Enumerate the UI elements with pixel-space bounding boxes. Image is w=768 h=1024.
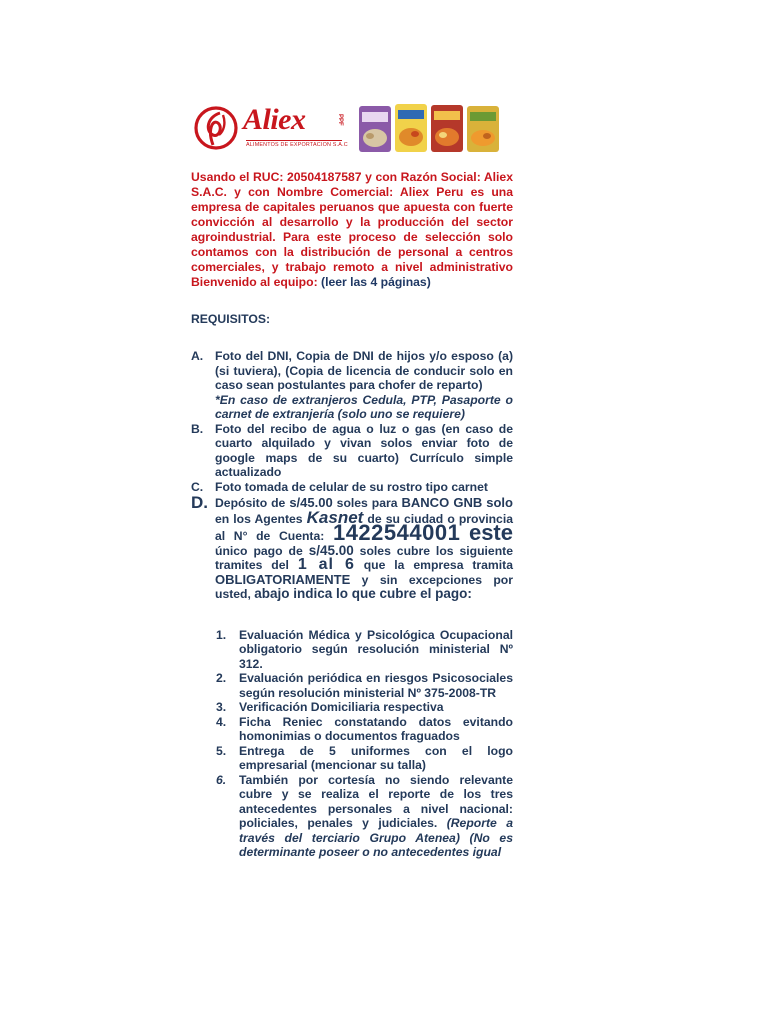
requirement-item-b — [191, 422, 513, 480]
service-item — [191, 773, 513, 860]
requirement-marker: B. — [191, 421, 204, 436]
deposit-text: que la empresa tramita — [354, 558, 513, 572]
product-pack-3 — [431, 105, 463, 152]
deposit-text: en los Agentes — [215, 511, 307, 526]
deposit-text — [460, 529, 469, 543]
account-number: 1422544001 — [332, 520, 461, 545]
deposit-text: y sin excepciones por usted, — [215, 572, 513, 601]
requirement-text: Foto del recibo de agua o luz o gas (en caso de cuarto alquilado y vivan solos enviar foto de google maps de su cuarto) Currículo simple actualizado — [215, 421, 513, 479]
deposit-amount-2: s/45.00 — [308, 542, 354, 558]
service-number: 6. — [216, 772, 227, 787]
leaf-emblem-icon — [193, 105, 239, 151]
intro-note: (leer las 4 páginas) — [321, 275, 431, 289]
requirement-marker: D. — [191, 493, 208, 512]
header-banner — [191, 100, 513, 158]
service-text: Ficha Reniec constatando datos evitando homonimias o documentos fraguados — [239, 714, 513, 743]
service-text: Verificación Domiciliaria respectiva — [239, 700, 444, 714]
deposit-amount: s/45.00 — [289, 495, 333, 510]
deposit-solo: solo — [486, 495, 513, 510]
requirement-note: *En caso de extranjeros Cedula, PTP, Pasaporte o carnet de extranjería (solo uno se requiere) — [215, 392, 513, 421]
service-number: 1. — [216, 627, 227, 642]
requirement-marker: A. — [191, 349, 204, 363]
deposit-text: soles para — [332, 496, 402, 510]
document-page — [191, 100, 513, 860]
service-number: 4. — [216, 714, 227, 729]
requirement-marker: C. — [191, 479, 204, 494]
agent-name: Kasnet — [306, 507, 364, 527]
intro-text: Usando el RUC: 20504187587 y con Razón Social: Aliex S.A.C. y con Nombre Comercial: Aliex Peru es una empresa de capitales peruanos que apuesta con fuerte convicción al desarrollo y la producción del sector agroindustrial. Para este proceso de selección solo contamos con la distribución de personal a centros comerciales, y trabajo remoto a nivel administrativo Bienvenido al equipo: — [191, 170, 513, 289]
product-pack-4 — [467, 106, 499, 152]
service-item — [191, 671, 513, 700]
intro-paragraph — [191, 170, 513, 290]
service-item — [191, 700, 513, 715]
service-number: 3. — [216, 700, 227, 714]
deposit-text: único pago de — [215, 543, 309, 558]
bank-name: BANCO GNB — [401, 495, 483, 510]
service-text: También por cortesía no siendo relevante cubre y se realiza el reporte de los tres antecedentes personales a nivel nacional: policiales, penales y judiciales. — [239, 772, 513, 830]
requirements-heading: REQUISITOS: — [191, 312, 271, 326]
coverage-intro: abajo indica lo que cubre el pago: — [254, 586, 472, 601]
requirement-item-a — [191, 349, 513, 422]
product-pack-2 — [395, 104, 427, 152]
requirement-item-c — [191, 480, 513, 495]
requirement-text: Foto del DNI, Copia de DNI de hijos y/o esposo (a) (si tuviera), (Copia de licencia de conducir solo en caso sean postulantes para chofer de reparto) — [215, 349, 513, 392]
service-number: 5. — [216, 743, 227, 758]
service-text: Evaluación Médica y Psicológica Ocupacional obligatorio según resolución ministerial Nº 312. — [239, 627, 513, 671]
requirements-list — [191, 349, 513, 602]
service-text: Entrega de 5 uniformes con el logo empresarial (mencionar su talla) — [239, 743, 513, 772]
deposit-este: este — [468, 520, 513, 545]
product-packs-image — [357, 102, 505, 156]
brand-name: Aliex — [243, 103, 306, 136]
brand-tagline: ALIMENTOS DE EXPORTACION S.A.C — [246, 142, 348, 148]
procedure-range: 1 al 6 — [297, 556, 355, 573]
deposit-text: de su ciudad o provincia al N° de Cuenta: — [215, 511, 514, 543]
service-item — [191, 628, 513, 672]
service-note: (Reporte a través del terciario Grupo Atenea) (No es determinante poseer o no antecedentes igual — [239, 816, 513, 859]
company-logo — [191, 102, 351, 156]
service-number: 2. — [216, 671, 227, 685]
brand-suffix: PPF — [337, 114, 343, 126]
services-list — [191, 628, 513, 860]
service-text: Evaluación periódica en riesgos Psicosociales según resolución ministerial Nº 375-2008-TR — [239, 671, 513, 700]
requirement-text: Foto tomada de celular de su rostro tipo carnet — [215, 479, 488, 494]
product-pack-1 — [359, 106, 391, 152]
deposit-text: soles cubre los siguiente tramites del — [215, 543, 513, 572]
requirement-item-d — [191, 493, 514, 602]
service-item — [191, 744, 513, 773]
deposit-text: Depósito de — [215, 496, 290, 510]
mandatory-label: OBLIGATORIAMENTE — [215, 571, 351, 587]
service-item — [191, 715, 513, 744]
